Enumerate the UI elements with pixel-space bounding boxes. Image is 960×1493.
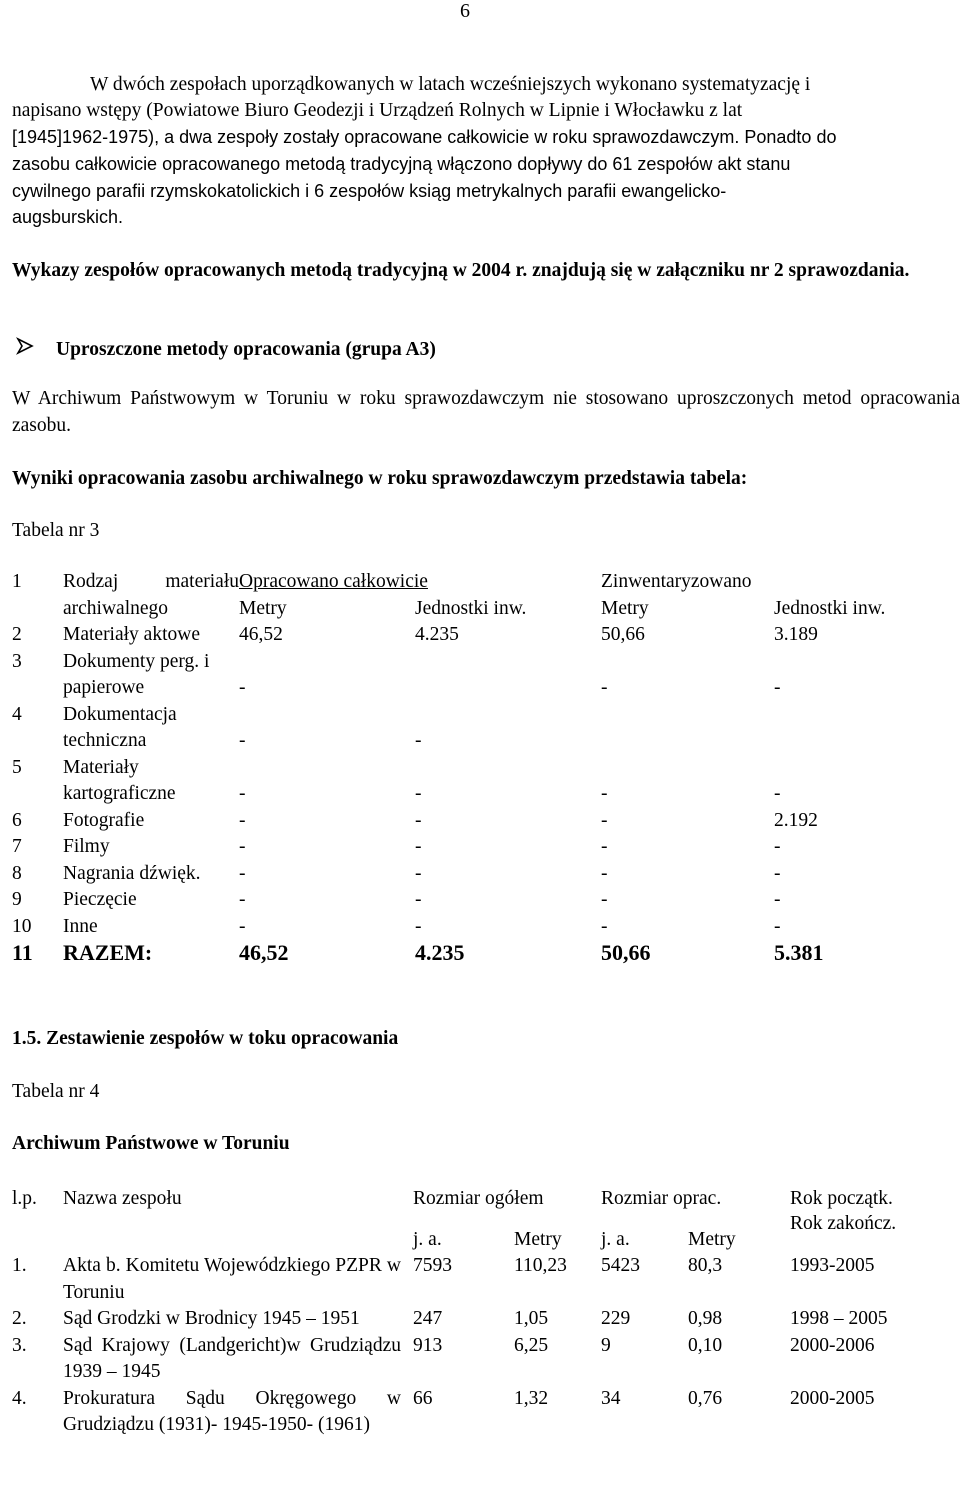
table-cell: 7: [12, 836, 22, 857]
table-row: [12, 649, 924, 702]
table-cell: [774, 702, 924, 755]
table-cell: 2.192: [774, 809, 818, 831]
table-cell: 5: [12, 756, 22, 778]
table-row: [12, 1253, 940, 1306]
table4-header-name: Nazwa zespołu: [63, 1188, 182, 1209]
table-cell: 4.: [12, 1387, 27, 1409]
table-row: [12, 1306, 940, 1333]
table-cell: -: [239, 783, 246, 804]
table-cell: -: [774, 862, 781, 884]
table4-caption: Tabela nr 4: [12, 1081, 100, 1102]
bullet-heading: Uproszczone metody opracowania (grupa A3): [56, 339, 436, 360]
table-cell: -: [415, 730, 422, 751]
table-cell: 80,3: [688, 1255, 723, 1276]
table-cell: Dokumentacja techniczna: [63, 703, 177, 751]
table-cell: Nagrania dźwięk.: [63, 862, 201, 884]
table-cell: 46,52: [239, 940, 289, 965]
table4-header-lp: l.p.: [12, 1188, 37, 1209]
table-cell: 0,76: [688, 1387, 723, 1409]
table-cell: -: [239, 889, 246, 910]
table-cell: -: [239, 730, 246, 751]
table-cell: 913: [413, 1334, 443, 1356]
table-cell: Materiały kartograficzne: [63, 756, 176, 804]
table-row: [12, 887, 924, 914]
table-cell: 2000-2005: [790, 1387, 875, 1409]
paragraph-annex-note: Wykazy zespołów opracowanych metodą tradycyjną w 2004 r. znajdują się w załączniku nr 2 sprawozdania.: [12, 260, 910, 281]
table-cell: 1,05: [514, 1308, 549, 1329]
table-cell: -: [415, 836, 422, 857]
table4: [12, 1186, 940, 1439]
table-cell: Materiały aktowe: [63, 624, 200, 645]
table-cell: -: [601, 836, 608, 857]
table-row: [12, 861, 924, 888]
table-cell: 11: [12, 940, 33, 965]
table-cell: -: [415, 783, 422, 804]
table-cell: 1993-2005: [790, 1255, 875, 1276]
table-cell: -: [415, 889, 422, 910]
table-cell: 46,52: [239, 624, 283, 645]
table-cell: Inne: [63, 915, 98, 937]
arrow-bullet-icon: [16, 337, 56, 361]
table-cell: 1998 – 2005: [790, 1308, 888, 1329]
table-cell: -: [774, 677, 781, 698]
table3-caption: Tabela nr 3: [12, 520, 100, 541]
table4-subheader-metry-1: Metry: [514, 1228, 562, 1250]
table-cell: -: [239, 677, 246, 698]
para1-line4: zasobu całkowicie opracowanego metodą tradycyjną włączono dopływy do 61 zespołów akt stanu: [12, 154, 791, 174]
table-cell: Filmy: [63, 836, 110, 857]
table-cell: -: [601, 889, 608, 910]
table-cell: -: [774, 836, 781, 857]
table-cell: 1.: [12, 1255, 27, 1276]
para1-line2: napisano wstępy (Powiatowe Biuro Geodezji i Urządzeń Rolnych w Lipnie i Włocławku z lat: [12, 100, 743, 121]
table-cell: -: [774, 889, 781, 910]
table-cell: Akta b. Komitetu Wojewódzkiego PZPR w Toruniu: [63, 1255, 401, 1303]
table4-header-year-start: Rok początk.: [790, 1188, 893, 1209]
table-cell: 0,10: [688, 1334, 723, 1356]
table-cell: 247: [413, 1308, 443, 1329]
table-cell: -: [239, 809, 246, 831]
table3-subheader-units-1: Jednostki inw.: [415, 597, 527, 619]
archive-name: Archiwum Państwowe w Toruniu: [12, 1133, 290, 1154]
table-cell: -: [774, 783, 781, 804]
table-row: [12, 1333, 940, 1386]
table-cell: -: [601, 915, 608, 937]
table-cell: -: [774, 915, 781, 937]
table-cell: Sąd Krajowy (Landgericht)w Grudziądzu 1939 – 1945: [63, 1334, 401, 1382]
table-cell: Pieczęcie: [63, 889, 137, 910]
table-cell: 3.189: [774, 624, 818, 645]
table4-header-year-end: Rok zakończ.: [790, 1212, 897, 1234]
table-row: [12, 622, 924, 649]
table-cell: -: [601, 862, 608, 884]
table-cell: 7593: [413, 1255, 452, 1276]
table-row: [12, 755, 924, 808]
table-cell: 9: [601, 1334, 611, 1356]
table-cell: -: [239, 836, 246, 857]
table-cell: -: [415, 862, 422, 884]
bullet-section: [16, 337, 436, 361]
para1-line5: cywilnego parafii rzymskokatolickich i 6 zespołów ksiąg metrykalnych parafii ewangelicko-: [12, 181, 727, 201]
table-cell: [601, 702, 774, 755]
table-cell: Dokumenty perg. i papierowe: [63, 650, 210, 698]
table-row: [12, 834, 924, 861]
table-cell: Prokuratura Sądu Okręgowego w Grudziądzu (1931)- 1945-1950- (1961): [63, 1387, 401, 1435]
table-cell: 2.: [12, 1308, 27, 1329]
table-cell: 5.381: [774, 940, 824, 965]
table4-subheader-metry-2: Metry: [688, 1228, 736, 1250]
table-cell: 8: [12, 862, 22, 884]
table3-header-type: Rodzaj materiału archiwalnego: [63, 571, 239, 619]
table-cell: 50,66: [601, 940, 651, 965]
table-cell: 66: [413, 1387, 433, 1409]
table-cell: -: [415, 809, 422, 831]
table4-header-row: [12, 1186, 940, 1227]
table3-header-full: Opracowano całkowicie: [239, 571, 428, 592]
table-cell: 6,25: [514, 1334, 549, 1356]
table3: [12, 569, 924, 967]
table-cell: 110,23: [514, 1255, 567, 1276]
table-cell: 4: [12, 703, 22, 725]
table-cell: [415, 649, 601, 702]
table-cell: -: [239, 862, 246, 884]
para1-line3-text: [1945]1962-1975), a dwa zespoły zostały opracowane całkowicie w roku sprawozdawczym.: [12, 127, 740, 147]
para1-line6: augsburskich.: [12, 207, 124, 227]
table-cell: 3: [12, 650, 22, 672]
table-cell: 3.: [12, 1334, 27, 1356]
table-cell: 1,32: [514, 1387, 549, 1409]
table4-header-opr: Rozmiar oprac.: [601, 1188, 722, 1209]
table-row: [12, 702, 924, 755]
table-cell: 2000-2006: [790, 1334, 875, 1356]
table-cell: -: [601, 783, 608, 804]
table-row: [12, 808, 924, 835]
table-cell: -: [601, 809, 608, 831]
table-cell: -: [601, 677, 608, 698]
page-number: 6: [460, 0, 470, 22]
table-cell: Fotografie: [63, 809, 145, 831]
table-cell: 10: [12, 915, 32, 937]
table-cell: 5423: [601, 1255, 640, 1276]
results-heading: Wyniki opracowania zasobu archiwalnego w roku sprawozdawczym przedstawia tabela:: [12, 468, 748, 489]
table4-subheader-ja-1: j. a.: [413, 1228, 442, 1250]
table-cell: 9: [12, 889, 22, 910]
table-cell: 229: [601, 1308, 631, 1329]
table-cell: -: [415, 915, 422, 937]
table-cell: 0,98: [688, 1308, 723, 1329]
table3-header-inv: Zinwentaryzowano: [601, 571, 752, 592]
table3-subheader-metry-2: Metry: [601, 597, 649, 619]
table-cell: 4.235: [415, 624, 459, 645]
table-cell: 4.235: [415, 940, 465, 965]
table-cell: RAZEM:: [63, 940, 153, 965]
paragraph-simplified-methods: W Archiwum Państwowym w Toruniu w roku sprawozdawczym nie stosowano uproszczonych metod opracowania zasobu.: [12, 388, 960, 436]
table-cell: 6: [12, 809, 22, 831]
section-heading: 1.5. Zestawienie zespołów w toku opracowania: [12, 1028, 399, 1049]
table-cell: 50,66: [601, 624, 645, 645]
para1-line3: [12, 124, 960, 152]
table3-header-row: [12, 569, 924, 596]
table-cell: 34: [601, 1387, 621, 1409]
table-cell: 2: [12, 624, 22, 645]
table-row: [12, 914, 924, 941]
table-row: [12, 1386, 940, 1439]
table3-subheader-units-2: Jednostki inw.: [774, 597, 886, 619]
table3-subheader-metry-1: Metry: [239, 597, 287, 619]
table4-header-years: [790, 1186, 940, 1253]
table4-header-total: Rozmiar ogółem: [413, 1188, 544, 1209]
para1-line1: W dwóch zespołach uporządkowanych w latach wcześniejszych wykonano systematyzację i: [90, 74, 811, 95]
para1-line3-tail: Ponadto do: [739, 127, 837, 147]
table4-subheader-ja-2: j. a.: [601, 1228, 630, 1250]
table-cell: -: [239, 915, 246, 937]
table3-header-num: 1: [12, 571, 22, 592]
table-cell: Sąd Grodzki w Brodnicy 1945 – 1951: [63, 1308, 360, 1329]
table3-total-row: [12, 940, 924, 967]
